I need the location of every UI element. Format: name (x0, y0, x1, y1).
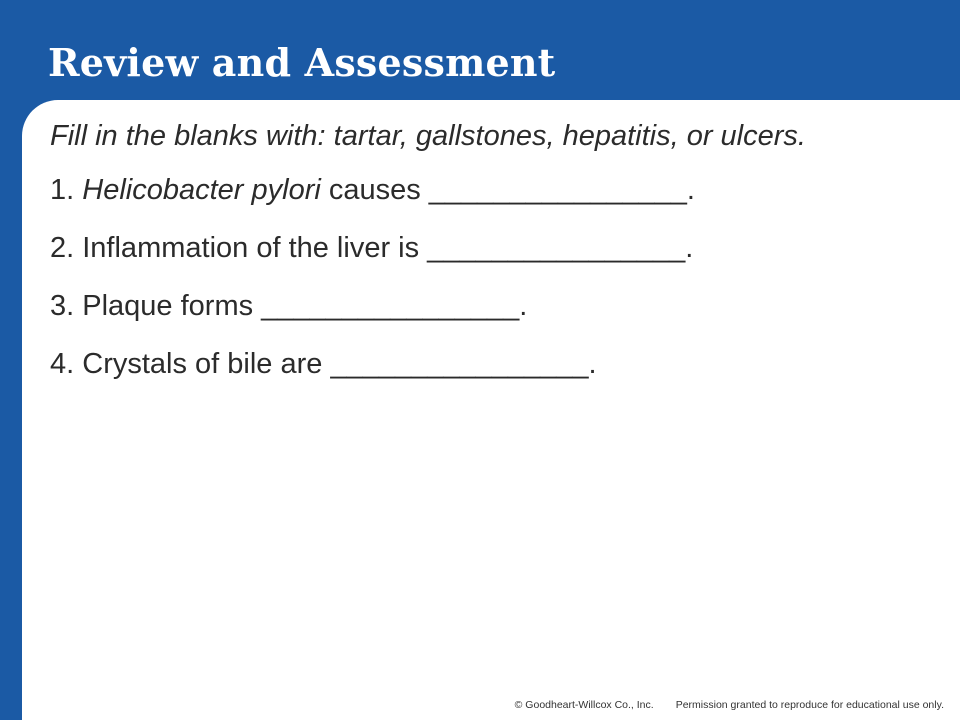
question-item (50, 161, 910, 219)
question-item (50, 219, 910, 277)
slide-title: Review and Assessment (48, 40, 556, 85)
footer-copyright: © Goodheart-Willcox Co., Inc. (514, 699, 654, 711)
question-number: 4. (50, 348, 75, 380)
question-number: 1. (50, 174, 75, 206)
question-number: 2. (50, 232, 75, 264)
slide-body (50, 118, 910, 393)
question-text: Plaque forms ________________. (82, 290, 528, 322)
question-text: Crystals of bile are ________________. (82, 348, 597, 380)
question-number: 3. (50, 290, 75, 322)
question-italic-term: Helicobacter pylori (82, 174, 321, 206)
question-text: Inflammation of the liver is ________________. (82, 232, 694, 264)
footer-permission: Permission granted to reproduce for educational use only. (675, 699, 944, 711)
question-item (50, 277, 910, 335)
question-item (50, 335, 910, 393)
question-text: causes ________________. (320, 174, 695, 206)
instructions-text: Fill in the blanks with: tartar, gallstones, hepatitis, or ulcers. (50, 120, 806, 152)
footer (515, 699, 944, 711)
